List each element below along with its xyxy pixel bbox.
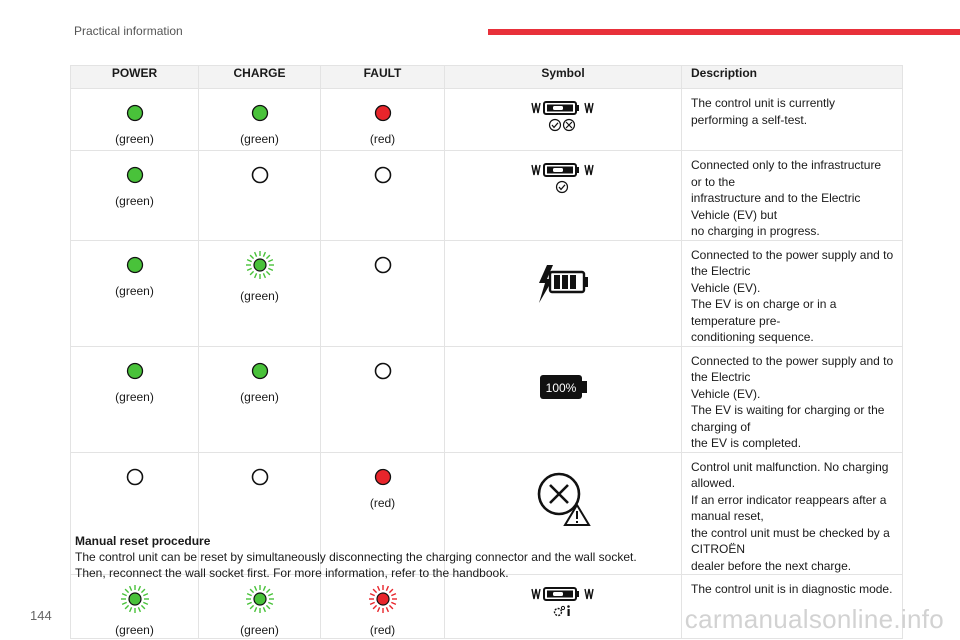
fault-led-label: (red): [369, 495, 396, 510]
led-off-icon: [372, 254, 394, 276]
header-symbol: Symbol: [445, 66, 682, 89]
description-line: conditioning sequence.: [691, 330, 814, 344]
description-cell: [682, 151, 903, 241]
table-row: [71, 151, 903, 241]
symbol-cell: [445, 151, 682, 241]
power-led-label: (green): [115, 389, 154, 404]
symbol-cell: [445, 575, 682, 639]
description-line: the control unit must be checked by a CITROËN: [691, 525, 890, 556]
charge-led-label: (green): [240, 623, 279, 637]
led-blinking-icon: [119, 583, 151, 615]
power-led-label: (green): [115, 283, 154, 298]
battery-percent-label: 100%: [545, 380, 577, 395]
charge-led-cell: [199, 151, 321, 241]
page-number: 144: [30, 608, 52, 623]
charge-led-cell: [199, 89, 321, 151]
fault-led-cell: [321, 89, 445, 151]
description-line: The EV is waiting for charging or the charging of: [691, 403, 885, 434]
led-on-icon: [249, 102, 271, 124]
description-line: The EV is on charge or in a temperature pre-: [691, 297, 837, 328]
description-line: the EV is completed.: [691, 436, 802, 450]
description-line: Vehicle (EV).: [691, 280, 761, 295]
description-line: Connected only to the infrastructure or to the: [691, 158, 882, 189]
description-line: dealer before the next charge.: [691, 558, 852, 573]
section-title: Practical information: [74, 24, 183, 38]
led-blinking-icon: [367, 583, 399, 615]
power-led-label: (green): [115, 623, 154, 637]
header-power: POWER: [71, 66, 199, 89]
power-led-cell: [71, 151, 199, 241]
led-off-icon: [372, 360, 394, 382]
fault-led-cell: [321, 151, 445, 241]
header-charge: CHARGE: [199, 66, 321, 89]
table-row: [71, 89, 903, 151]
power-led-cell: [71, 575, 199, 639]
power-led-label: (green): [115, 132, 154, 146]
manual-reset-title: Manual reset procedure: [75, 534, 211, 548]
led-on-icon: [124, 254, 146, 276]
fault-led-cell: [321, 240, 445, 346]
manual-reset-text-1: The control unit can be reset by simultaneously disconnecting the charging connector and the wall socket.: [75, 550, 637, 564]
power-led-cell: [71, 240, 199, 346]
power-led-cell: [71, 346, 199, 452]
charge-led-label: (green): [240, 389, 279, 404]
led-blinking-icon: [244, 583, 276, 615]
description-line: The control unit is currently performing a self-test.: [691, 96, 836, 127]
symbol-cell: [445, 89, 682, 151]
header-accent-bar: [488, 29, 960, 35]
led-on-icon: [372, 466, 394, 488]
power-led-cell: [71, 89, 199, 151]
description-line: If an error indicator reappears after a manual reset,: [691, 492, 887, 523]
led-off-icon: [372, 164, 394, 186]
header-fault: FAULT: [321, 66, 445, 89]
led-off-icon: [249, 466, 271, 488]
description-cell: [682, 89, 903, 151]
description-cell: [682, 240, 903, 346]
battery-charging-icon: [530, 261, 596, 307]
header-description: Description: [682, 66, 903, 89]
led-off-icon: [249, 164, 271, 186]
description-line: infrastructure and to the Electric Vehicle (EV) but: [691, 191, 861, 222]
symbol-cell: [445, 240, 682, 346]
description-line: no charging in progress.: [691, 224, 820, 238]
led-on-icon: [372, 102, 394, 124]
led-on-icon: [124, 360, 146, 382]
manual-reset-text-2: Then, reconnect the wall socket first. For more information, refer to the handbook.: [75, 566, 509, 580]
watermark: carmanualsonline.info: [684, 604, 944, 634]
description-line: The control unit is in diagnostic mode.: [691, 582, 893, 596]
led-on-icon: [124, 164, 146, 186]
description-line: Vehicle (EV).: [691, 386, 761, 401]
description-line: Connected to the power supply and to the Electric: [691, 353, 894, 384]
table-row: [71, 346, 903, 452]
symbol-cell: [445, 346, 682, 452]
led-blinking-icon: [244, 249, 276, 281]
description-line: Connected to the power supply and to the Electric: [691, 247, 894, 278]
malfunction-warning-icon: [533, 465, 593, 527]
description-cell: [682, 452, 903, 575]
battery-full-icon: [536, 371, 590, 403]
charge-led-label: (green): [240, 288, 279, 303]
battery-check-icon: [530, 159, 596, 195]
battery-check-fault-icon: [530, 97, 596, 133]
fault-led-label: (red): [369, 132, 396, 146]
description-line: Control unit malfunction. No charging allowed.: [691, 459, 889, 490]
diagnostic-mode-icon: [530, 583, 596, 619]
led-off-icon: [124, 466, 146, 488]
led-on-icon: [124, 102, 146, 124]
fault-led-cell: [321, 575, 445, 639]
led-on-icon: [249, 360, 271, 382]
charge-led-cell: [199, 575, 321, 639]
table-row: [71, 240, 903, 346]
power-led-label: (green): [115, 194, 154, 208]
fault-led-cell: [321, 346, 445, 452]
description-cell: [682, 346, 903, 452]
charge-led-cell: [199, 240, 321, 346]
charge-led-cell: [199, 346, 321, 452]
charge-led-label: (green): [240, 132, 279, 146]
manual-reset-section: [75, 533, 637, 581]
fault-led-label: (red): [369, 623, 396, 637]
table-header-row: [71, 66, 903, 89]
